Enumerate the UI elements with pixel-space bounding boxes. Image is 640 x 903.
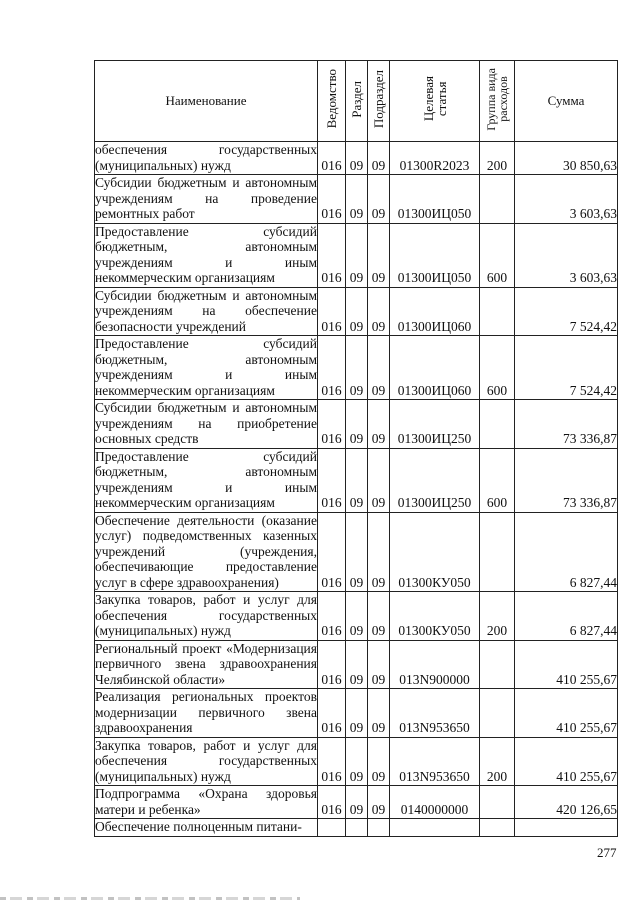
row-section: 09 — [346, 448, 368, 512]
row-expense-group: 600 — [480, 336, 515, 400]
table-row — [95, 640, 618, 689]
row-target-article: 01300ИЦ060 — [390, 287, 480, 336]
row-expense-group — [480, 400, 515, 449]
row-department: 016 — [318, 287, 346, 336]
row-name: Закупка товаров, работ и услуг для обеспечения государственных (муниципальных) нужд — [95, 737, 317, 784]
row-section: 09 — [346, 786, 368, 819]
row-subsection: 09 — [368, 689, 390, 738]
row-target-article: 013N953650 — [390, 737, 480, 786]
row-name: Предоставление субсидий бюджетным, автономным учреждениям и иным некоммерческим организациям — [95, 448, 317, 510]
header-section-label: Раздел — [349, 80, 364, 118]
row-target-article: 0140000000 — [390, 786, 480, 819]
row-subsection: 09 — [368, 223, 390, 287]
row-department: 016 — [318, 142, 346, 175]
row-expense-group — [480, 287, 515, 336]
row-subsection: 09 — [368, 142, 390, 175]
row-target-article: 01300КУ050 — [390, 512, 480, 592]
row-subsection: 09 — [368, 400, 390, 449]
row-subsection: 09 — [368, 640, 390, 689]
table-body — [95, 142, 618, 837]
header-amount: Сумма — [515, 61, 618, 142]
row-name: Закупка товаров, работ и услуг для обеспечения государственных (муниципальных) нужд — [95, 592, 317, 638]
row-expense-group: 600 — [480, 223, 515, 287]
row-expense-group: 200 — [480, 592, 515, 641]
header-expense-group — [480, 61, 515, 142]
row-target-article: 01300КУ050 — [390, 592, 480, 641]
row-expense-group — [480, 175, 515, 224]
row-name: Обеспечение деятельности (оказание услуг) подведомственных казенных учреждений (учреждения, обеспечивающие предоставление услуг в сфере здравоохранения) — [95, 512, 317, 590]
row-expense-group: 600 — [480, 448, 515, 512]
scan-artifact — [0, 897, 300, 900]
row-name: обеспечения государственных (муниципальных) нужд — [95, 142, 317, 173]
row-amount: 73 336,87 — [515, 448, 618, 512]
row-department: 016 — [318, 400, 346, 449]
row-department: 016 — [318, 175, 346, 224]
row-target-article: 01300ИЦ060 — [390, 336, 480, 400]
table-row — [95, 737, 618, 786]
header-department-label: Ведомство — [324, 69, 339, 129]
header-subsection-label: Подраздел — [371, 69, 386, 129]
row-target-article: 013N953650 — [390, 689, 480, 738]
row-amount: 7 524,42 — [515, 336, 618, 400]
row-subsection — [368, 819, 390, 837]
row-section: 09 — [346, 400, 368, 449]
row-amount: 7 524,42 — [515, 287, 618, 336]
row-section: 09 — [346, 737, 368, 786]
row-section: 09 — [346, 175, 368, 224]
row-expense-group — [480, 819, 515, 837]
table-row — [95, 592, 618, 641]
row-subsection: 09 — [368, 512, 390, 592]
row-department: 016 — [318, 223, 346, 287]
row-name: Региональный проект «Модернизация первичного звена здравоохранения Челябинской области» — [95, 640, 317, 687]
row-expense-group: 200 — [480, 737, 515, 786]
row-name: Субсидии бюджетным и автономным учреждениям на обеспечение безопасности учреждений — [95, 287, 317, 334]
row-section: 09 — [346, 640, 368, 689]
row-amount: 6 827,44 — [515, 512, 618, 592]
row-amount: 6 827,44 — [515, 592, 618, 641]
row-department: 016 — [318, 689, 346, 738]
table-row — [95, 287, 618, 336]
header-target-article-label: Целевая статья — [420, 76, 449, 122]
header-target-article — [390, 61, 480, 142]
row-department: 016 — [318, 512, 346, 592]
row-name: Субсидии бюджетным и автономным учреждениям на проведение ремонтных работ — [95, 175, 317, 221]
row-amount: 30 850,63 — [515, 142, 618, 175]
table-row — [95, 336, 618, 400]
row-subsection: 09 — [368, 592, 390, 641]
row-department: 016 — [318, 336, 346, 400]
row-expense-group — [480, 512, 515, 592]
row-target-article: 01300ИЦ250 — [390, 448, 480, 512]
row-subsection: 09 — [368, 336, 390, 400]
row-name: Предоставление субсидий бюджетным, автономным учреждениям и иным некоммерческим организациям — [95, 223, 317, 285]
row-expense-group — [480, 640, 515, 689]
row-target-article: 013N900000 — [390, 640, 480, 689]
row-amount: 73 336,87 — [515, 400, 618, 449]
row-section: 09 — [346, 142, 368, 175]
row-amount — [515, 819, 618, 837]
row-expense-group — [480, 786, 515, 819]
row-department: 016 — [318, 786, 346, 819]
header-department — [318, 61, 346, 142]
table-row — [95, 512, 618, 592]
row-name: Подпрограмма «Охрана здоровья матери и ребенка» — [95, 786, 317, 817]
row-section: 09 — [346, 287, 368, 336]
row-name: Обеспечение полноценным питани- — [95, 819, 318, 837]
header-section — [346, 61, 368, 142]
row-expense-group — [480, 689, 515, 738]
table-row — [95, 819, 618, 837]
row-amount: 410 255,67 — [515, 689, 618, 738]
row-target-article: 01300ИЦ050 — [390, 175, 480, 224]
row-section: 09 — [346, 336, 368, 400]
table-row — [95, 142, 618, 175]
table-row — [95, 448, 618, 512]
table-row — [95, 400, 618, 449]
row-section: 09 — [346, 512, 368, 592]
row-name: Реализация региональных проектов модернизации первичного звена здравоохранения — [95, 689, 317, 735]
table-row — [95, 689, 618, 738]
row-subsection: 09 — [368, 786, 390, 819]
row-amount: 3 603,63 — [515, 223, 618, 287]
row-target-article — [390, 819, 480, 837]
row-department: 016 — [318, 737, 346, 786]
table-row — [95, 175, 618, 224]
table-row — [95, 786, 618, 819]
row-subsection: 09 — [368, 175, 390, 224]
row-section: 09 — [346, 689, 368, 738]
row-amount: 410 255,67 — [515, 640, 618, 689]
row-section: 09 — [346, 223, 368, 287]
row-expense-group: 200 — [480, 142, 515, 175]
page-number: 277 — [597, 845, 617, 860]
row-target-article: 01300R2023 — [390, 142, 480, 175]
row-amount: 420 126,65 — [515, 786, 618, 819]
row-name: Предоставление субсидий бюджетным, автономным учреждениям и иным некоммерческим организациям — [95, 336, 317, 398]
row-department: 016 — [318, 592, 346, 641]
row-department — [318, 819, 346, 837]
row-name: Субсидии бюджетным и автономным учреждениям на приобретение основных средств — [95, 400, 317, 446]
header-subsection — [368, 61, 390, 142]
row-department: 016 — [318, 640, 346, 689]
header-name: Наименование — [95, 61, 318, 142]
table-row — [95, 223, 618, 287]
row-subsection: 09 — [368, 287, 390, 336]
row-amount: 410 255,67 — [515, 737, 618, 786]
row-section: 09 — [346, 592, 368, 641]
row-target-article: 01300ИЦ250 — [390, 400, 480, 449]
row-section — [346, 819, 368, 837]
row-amount: 3 603,63 — [515, 175, 618, 224]
row-subsection: 09 — [368, 737, 390, 786]
row-subsection: 09 — [368, 448, 390, 512]
budget-table — [94, 60, 618, 837]
table-header-row — [95, 61, 618, 142]
row-department: 016 — [318, 448, 346, 512]
header-expense-group-label: Группа вида расходов — [484, 67, 510, 131]
row-target-article: 01300ИЦ050 — [390, 223, 480, 287]
